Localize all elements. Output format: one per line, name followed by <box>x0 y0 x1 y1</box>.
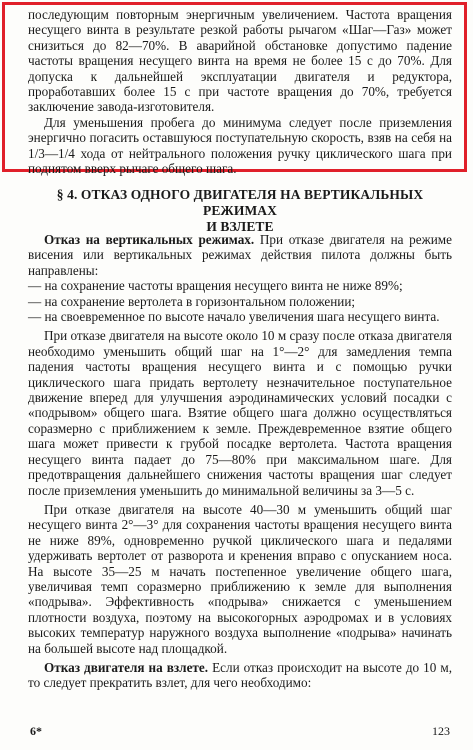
list-item-1: — на сохранение частоты вращения несущего винта не ниже 89%; <box>28 278 403 294</box>
takeoff-failure-text: Если отказ происходит на высоте до 10 м, то следует прекратить взлет, для чего необходимо: <box>28 659 452 691</box>
section-heading-line2: И ВЗЛЕТЕ <box>206 219 274 234</box>
vertical-failure-intro: При отказе двигателя на режиме висения или вертикальных режимах действия пилота должны быть направлены: <box>28 232 452 278</box>
list-item-2: — на сохранение вертолета в горизонтальном положении; <box>28 293 356 309</box>
paragraph-10m: При отказе двигателя на высоте около 10 м сразу после отказа двигателя необходимо уменьшить общий шаг на 1°—2° для замедления темпа падения частоты вращения несущего винта и с помощью ручки циклического шага придать вертолету незначительное поступательное движение вперед для улучшения аэродинамических условий посадки с «подрывом» общего шага. Взятие общего шага должно осуществляться соразмерно с приближением к земле. Преждевременное взятие общего шага может привести к грубой посадке вертолета. Частота вращения несущего винта падает до 75—80% при максимальном шаге. Для предотвращения дальнейшего снижения частоты вращения шаг следует после приземления уменьшить до минимальной величины за 3—5 с. <box>28 328 452 498</box>
section-heading <box>30 187 450 235</box>
list-item-3: — на своевременное по высоте начало увеличения шага несущего винта. <box>28 309 440 325</box>
takeoff-failure-runin: Отказ двигателя на взлете. <box>44 659 209 675</box>
vertical-failure-runin: Отказ на вертикальных режимах. <box>44 232 255 247</box>
takeoff-failure-paragraph <box>28 660 452 691</box>
page-footer <box>28 724 452 740</box>
signature-mark: 6* <box>30 724 42 738</box>
vertical-failure-paragraph <box>28 232 452 278</box>
top-paragraph-2: Для уменьшения пробега до минимума следует после приземления энергично погасить оставшуюся поступательную скорость, взяв на себя на 1/3—1/4 хода от нейтрального положения ручку циклического шага при поднятом вверх рычаге общего шага. <box>28 114 452 177</box>
highlighted-text <box>28 7 452 176</box>
top-paragraph-1: последующим повторным энергичным увеличением. Частота вращения несущего винта в результате резкой работы рычагом «Шаг—Газ» может снизиться до 82—70%. В аварийной обстановке допустимо падение частоты вращения несущего винта на время не более 15 с до 70%. Для допуска к дальнейшей эксплуатации двигателя и редуктора, проработавших более 15 с при частоте вращения до 70%, требуется заключение завода-изготовителя. <box>28 7 452 115</box>
section-heading-line1: § 4. ОТКАЗ ОДНОГО ДВИГАТЕЛЯ НА ВЕРТИКАЛЬНЫХ РЕЖИМАХ <box>56 187 424 218</box>
page-number: 123 <box>432 724 450 738</box>
paragraph-40m: При отказе двигателя на высоте 40—30 м уменьшить общий шаг несущего винта 2°—3° для сохранения частоты вращения несущего винта не ниже 89%, одновременно ручкой циклического шага и педалями удерживать вертолет от разворота и кренения вправо с опусканием носа. На высоте 35—25 м начать постепенное увеличение общего шага, увеличивая темп соразмерно приближению к земле для выполнения «подрыва». Эффективность «подрыва» снижается с уменьшением плотности воздуха, поэтому на высокогорных аэродромах и в условиях высоких температур наружного воздуха выполнение «подрыва» начинать на большей высоте над площадкой. <box>28 501 452 656</box>
section-body <box>28 232 452 691</box>
